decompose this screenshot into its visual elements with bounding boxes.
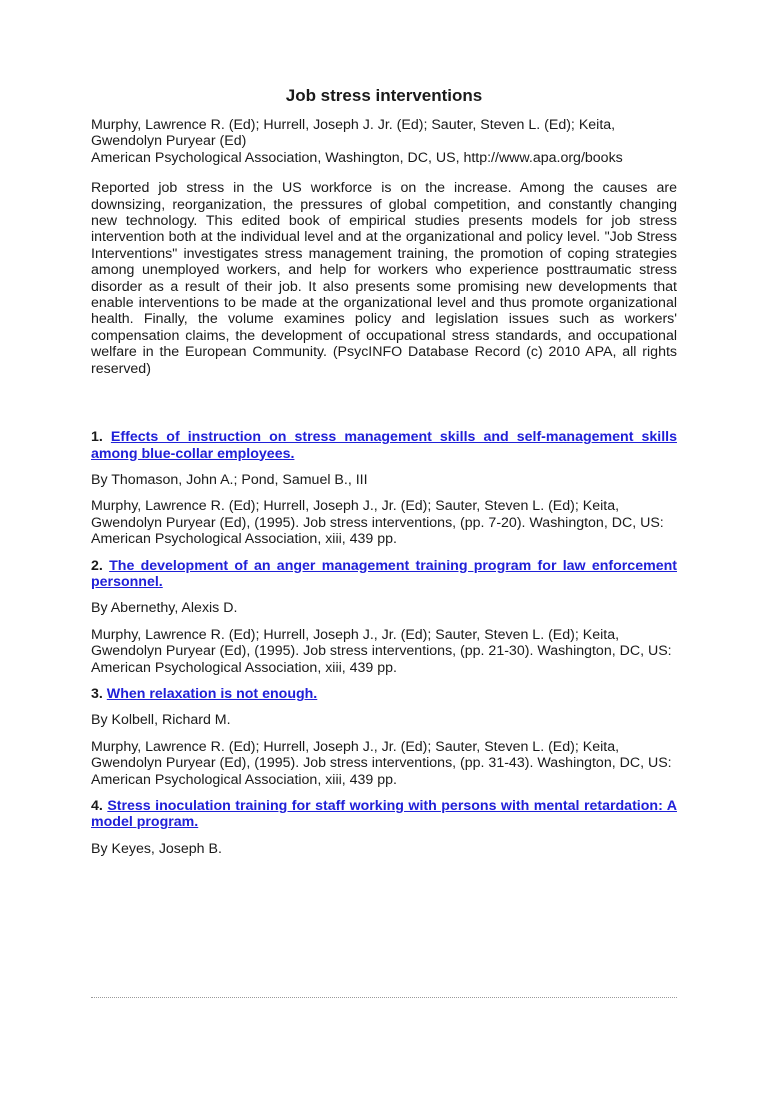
result-number: 3. — [91, 685, 103, 702]
page-divider — [91, 997, 677, 998]
result-number: 2. — [91, 557, 103, 574]
result-heading — [91, 429, 677, 462]
results-list — [91, 429, 677, 857]
authors-line: Murphy, Lawrence R. (Ed); Hurrell, Joseph J. Jr. (Ed); Sauter, Steven L. (Ed); Keita, Gwendolyn Puryear (Ed) — [91, 117, 616, 150]
result-title-link[interactable]: The development of an anger management training program for law enforcement personnel. — [91, 557, 677, 590]
result-title-link[interactable]: Effects of instruction on stress management skills and self-management skills among blue-collar employees. — [91, 429, 677, 462]
book-metadata — [91, 117, 677, 166]
list-item — [91, 558, 677, 676]
list-item — [91, 798, 677, 857]
result-citation: Murphy, Lawrence R. (Ed); Hurrell, Joseph J., Jr. (Ed); Sauter, Steven L. (Ed); Keita, Gwendolyn Puryear (Ed), (1995). Job stress interventions, (pp. 7-20). Washington, DC, US: American Psychological Association, xiii, 439 pp. — [91, 498, 664, 548]
abstract-paragraph: Reported job stress in the US workforce is on the increase. Among the causes are downsizing, reorganization, the pressures of global competition, and constantly changing new technology. This edited book of empirical studies presents models for job stress intervention both at the individual level and at the organizational and policy level. "Job Stress Interventions" investigates stress management training, the promotion of coping strategies among unemployed workers, and help for workers who experience posttraumatic stress disorder as a result of their job. It also presents some promising new developments that enable interventions to be made at the organizational level and thus promote organizational health. Finally, the volume examines policy and legislation issues such as workers' compensation claims, the development of occupational stress standards, and occupational welfare in the European Community. (PsycINFO Database Record (c) 2010 APA, all rights reserved) — [91, 180, 677, 377]
result-byline: By Abernethy, Alexis D. — [91, 600, 238, 617]
result-citation: Murphy, Lawrence R. (Ed); Hurrell, Joseph J., Jr. (Ed); Sauter, Steven L. (Ed); Keita, Gwendolyn Puryear (Ed), (1995). Job stress interventions, (pp. 21-30). Washington, DC, US: American Psychological Association, xiii, 439 pp. — [91, 626, 672, 676]
result-byline: By Kolbell, Richard M. — [91, 712, 231, 729]
list-item — [91, 429, 677, 547]
result-title-link[interactable]: When relaxation is not enough. — [106, 685, 318, 702]
result-byline: By Thomason, John A.; Pond, Samuel B., III — [91, 471, 368, 488]
result-number: 1. — [91, 429, 103, 446]
result-title-link[interactable]: Stress inoculation training for staff working with persons with mental retardation: A model program. — [91, 798, 677, 831]
result-citation: Murphy, Lawrence R. (Ed); Hurrell, Joseph J., Jr. (Ed); Sauter, Steven L. (Ed); Keita, Gwendolyn Puryear (Ed), (1995). Job stress interventions, (pp. 31-43). Washington, DC, US: American Psychological Association, xiii, 439 pp. — [91, 738, 672, 788]
result-heading — [91, 558, 677, 591]
result-heading — [91, 686, 677, 702]
result-heading — [91, 798, 677, 831]
page-title: Job stress interventions — [285, 86, 483, 105]
publisher-line: American Psychological Association, Washington, DC, US, http://www.apa.org/books — [91, 149, 623, 166]
list-item — [91, 686, 677, 788]
result-number: 4. — [91, 798, 103, 814]
result-byline: By Keyes, Joseph B. — [91, 840, 222, 857]
document-page — [0, 86, 768, 1110]
